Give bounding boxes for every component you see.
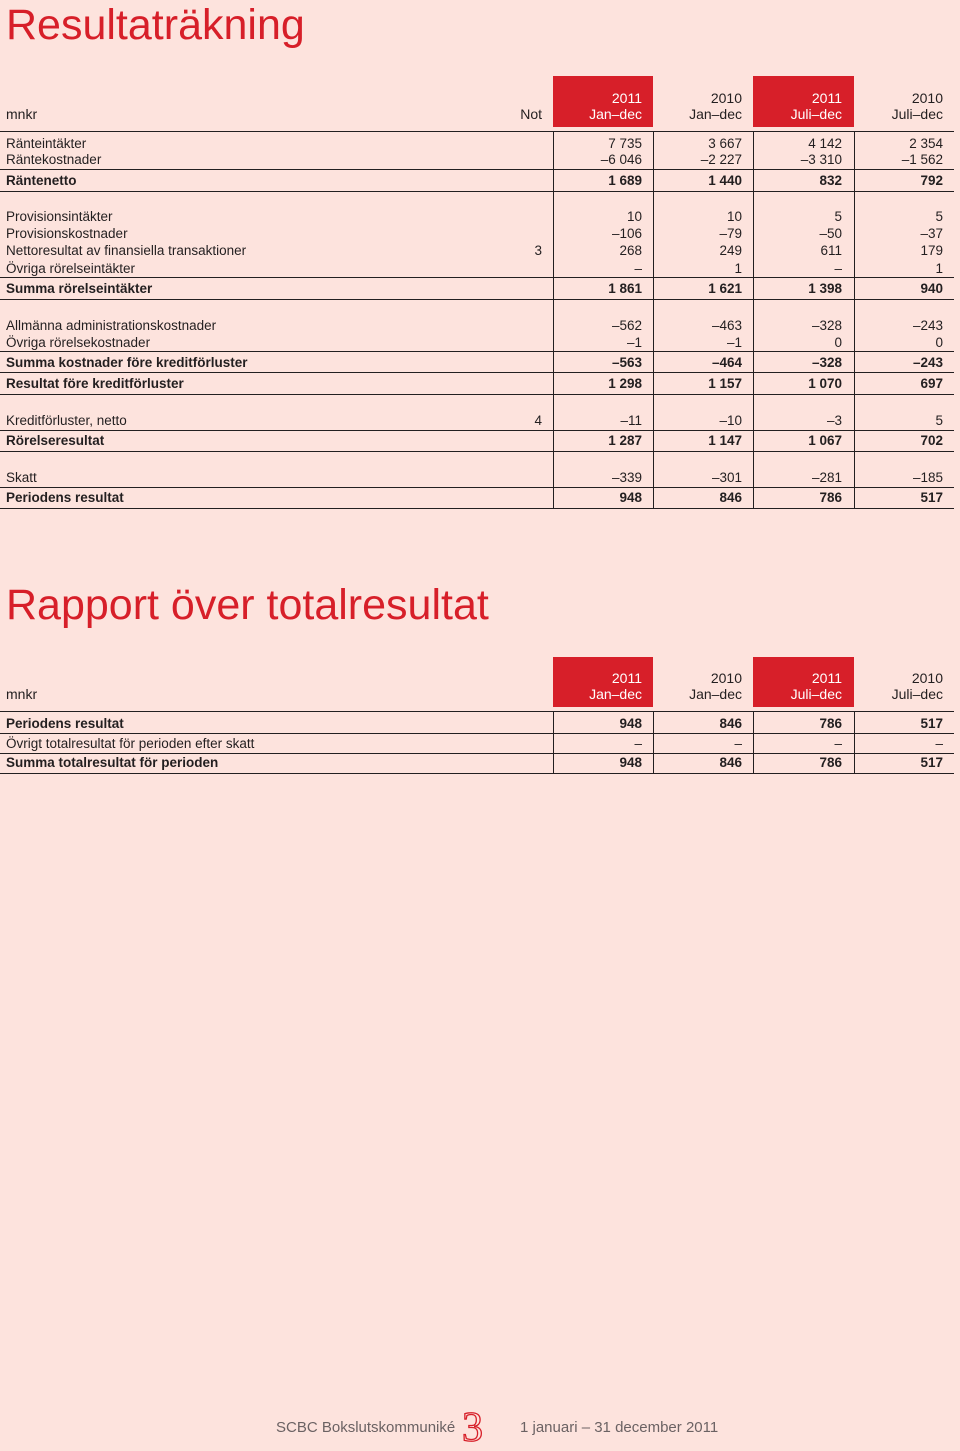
row-divider bbox=[0, 169, 954, 170]
cell-value: 948 bbox=[619, 755, 642, 770]
cell-value: 1 067 bbox=[808, 433, 842, 448]
cell-value: 611 bbox=[820, 243, 842, 258]
row-label: Räntekostnader bbox=[6, 152, 102, 167]
column-header-4-2: 2010 Juli–dec bbox=[891, 670, 943, 702]
table-row bbox=[0, 353, 954, 373]
cell-value: 1 689 bbox=[608, 173, 642, 188]
cell-value: – bbox=[935, 736, 943, 751]
row-label: Periodens resultat bbox=[6, 490, 124, 505]
row-label: Kreditförluster, netto bbox=[6, 413, 127, 428]
cell-value: –339 bbox=[611, 470, 642, 485]
cell-value: 1 621 bbox=[708, 281, 742, 296]
cell-value: 1 287 bbox=[608, 433, 642, 448]
row-label: Övrigt totalresultat för perioden efter skatt bbox=[6, 736, 255, 751]
table-row bbox=[0, 135, 954, 152]
column-divider bbox=[653, 711, 654, 774]
cell-value: 786 bbox=[819, 490, 842, 505]
publication-name: SCBC Bokslutskommuniké bbox=[276, 1419, 456, 1436]
row-divider bbox=[0, 131, 954, 132]
cell-value: 786 bbox=[819, 755, 842, 770]
column-header-2-2: 2010 Jan–dec bbox=[689, 670, 742, 702]
row-divider bbox=[0, 277, 954, 278]
row-divider bbox=[0, 711, 954, 712]
cell-value: –79 bbox=[719, 226, 742, 241]
table-row bbox=[0, 374, 954, 394]
cell-value: 1 147 bbox=[708, 433, 742, 448]
row-note: 3 bbox=[534, 243, 542, 258]
cell-value: 7 735 bbox=[608, 136, 642, 151]
row-label: Nettoresultat av finansiella transaktioner bbox=[6, 243, 247, 258]
cell-value: –328 bbox=[811, 318, 842, 333]
page-number: 3 bbox=[462, 1405, 483, 1451]
cell-value: 786 bbox=[819, 716, 842, 731]
cell-value: 268 bbox=[619, 243, 642, 258]
row-divider bbox=[0, 191, 954, 192]
cell-value: 1 070 bbox=[808, 376, 842, 391]
cell-value: 5 bbox=[935, 413, 943, 428]
table-row bbox=[0, 753, 954, 773]
row-label: Provisionsintäkter bbox=[6, 209, 113, 224]
row-label: Periodens resultat bbox=[6, 716, 124, 731]
cell-value: 832 bbox=[819, 173, 842, 188]
row-divider bbox=[0, 733, 954, 734]
cell-value: 846 bbox=[719, 716, 742, 731]
column-divider bbox=[854, 711, 855, 774]
table-row bbox=[0, 171, 954, 191]
cell-value: 1 bbox=[734, 261, 742, 276]
row-label: Ränteintäkter bbox=[6, 136, 87, 151]
cell-value: 1 bbox=[935, 261, 943, 276]
cell-value: –301 bbox=[711, 470, 742, 485]
cell-value: 948 bbox=[619, 490, 642, 505]
cell-value: –37 bbox=[920, 226, 943, 241]
column-divider bbox=[753, 711, 754, 774]
table-row bbox=[0, 260, 954, 277]
cell-value: 846 bbox=[719, 490, 742, 505]
cell-value: 940 bbox=[920, 281, 943, 296]
row-label: Summa totalresultat för perioden bbox=[6, 755, 219, 770]
page-footer bbox=[0, 1405, 960, 1451]
row-label: Övriga rörelseintäkter bbox=[6, 261, 136, 276]
cell-value: 10 bbox=[626, 209, 642, 224]
cell-value: –1 562 bbox=[901, 152, 943, 167]
column-divider bbox=[653, 131, 654, 509]
row-divider bbox=[0, 394, 954, 395]
table-row bbox=[0, 431, 954, 451]
row-note: 4 bbox=[534, 413, 542, 428]
row-divider bbox=[0, 773, 954, 774]
column-header-1-2: 2011 Jan–dec bbox=[589, 670, 642, 702]
row-label: Övriga rörelsekostnader bbox=[6, 335, 151, 350]
row-divider bbox=[0, 351, 954, 352]
column-header-3-2: 2011 Juli–dec bbox=[790, 670, 842, 702]
cell-value: –6 046 bbox=[600, 152, 642, 167]
cell-value: –464 bbox=[711, 355, 742, 370]
unit-label-2: mnkr bbox=[6, 686, 38, 702]
cell-value: 5 bbox=[935, 209, 943, 224]
cell-value: –106 bbox=[611, 226, 642, 241]
cell-value: 0 bbox=[935, 335, 943, 350]
row-divider bbox=[0, 508, 954, 509]
comprehensive-income-title: Rapport över totalresultat bbox=[6, 581, 489, 629]
row-divider bbox=[0, 451, 954, 452]
cell-value: –11 bbox=[620, 413, 642, 428]
cell-value: –1 bbox=[726, 335, 742, 350]
cell-value: 10 bbox=[726, 209, 742, 224]
unit-label: mnkr bbox=[6, 106, 38, 122]
cell-value: –185 bbox=[912, 470, 943, 485]
row-label: Summa kostnader före kreditförluster bbox=[6, 355, 248, 370]
row-label: Summa rörelseintäkter bbox=[6, 281, 153, 296]
table-row bbox=[0, 242, 954, 259]
table-row bbox=[0, 412, 954, 429]
cell-value: –243 bbox=[912, 355, 943, 370]
table-row bbox=[0, 225, 954, 242]
cell-value: 1 861 bbox=[608, 281, 642, 296]
table-row bbox=[0, 208, 954, 225]
row-divider bbox=[0, 487, 954, 488]
report-period: 1 januari – 31 december 2011 bbox=[520, 1419, 719, 1436]
column-header-3: 2011 Juli–dec bbox=[790, 90, 842, 122]
row-label: Allmänna administrationskostnader bbox=[6, 318, 217, 333]
cell-value: 792 bbox=[920, 173, 943, 188]
table-row bbox=[0, 469, 954, 486]
cell-value: –3 310 bbox=[800, 152, 842, 167]
row-label: Skatt bbox=[6, 470, 37, 485]
column-header-4: 2010 Juli–dec bbox=[891, 90, 943, 122]
cell-value: 249 bbox=[719, 243, 742, 258]
cell-value: 1 157 bbox=[708, 376, 742, 391]
cell-value: –281 bbox=[811, 470, 842, 485]
note-header: Not bbox=[520, 106, 542, 122]
row-label: Resultat före kreditförluster bbox=[6, 376, 184, 391]
cell-value: – bbox=[634, 736, 642, 751]
column-header-2: 2010 Jan–dec bbox=[689, 90, 742, 122]
row-label: Räntenetto bbox=[6, 173, 77, 188]
table-row bbox=[0, 488, 954, 508]
row-divider bbox=[0, 430, 954, 431]
table-row bbox=[0, 317, 954, 334]
cell-value: 1 298 bbox=[608, 376, 642, 391]
cell-value: –563 bbox=[611, 355, 642, 370]
column-divider bbox=[854, 131, 855, 509]
cell-value: – bbox=[834, 736, 842, 751]
table-row bbox=[0, 714, 954, 734]
cell-value: –3 bbox=[826, 413, 842, 428]
column-divider bbox=[753, 131, 754, 509]
cell-value: –10 bbox=[719, 413, 742, 428]
table-row bbox=[0, 334, 954, 351]
cell-value: 4 142 bbox=[808, 136, 842, 151]
cell-value: 1 440 bbox=[708, 173, 742, 188]
cell-value: –328 bbox=[811, 355, 842, 370]
table-row bbox=[0, 279, 954, 299]
cell-value: 5 bbox=[834, 209, 842, 224]
income-statement-title: Resultaträkning bbox=[6, 1, 305, 49]
row-divider bbox=[0, 372, 954, 373]
cell-value: –50 bbox=[819, 226, 842, 241]
cell-value: –562 bbox=[611, 318, 642, 333]
cell-value: –463 bbox=[711, 318, 742, 333]
row-divider bbox=[0, 753, 954, 754]
cell-value: 517 bbox=[920, 755, 943, 770]
column-header-1: 2011 Jan–dec bbox=[589, 90, 642, 122]
cell-value: 517 bbox=[920, 490, 943, 505]
cell-value: – bbox=[834, 261, 842, 276]
cell-value: –1 bbox=[626, 335, 642, 350]
cell-value: 697 bbox=[920, 376, 943, 391]
cell-value: – bbox=[634, 261, 642, 276]
table-row bbox=[0, 734, 954, 754]
column-divider bbox=[553, 711, 554, 774]
cell-value: 0 bbox=[834, 335, 842, 350]
column-divider bbox=[553, 131, 554, 509]
cell-value: –243 bbox=[912, 318, 943, 333]
cell-value: 179 bbox=[920, 243, 943, 258]
row-label: Provisionskostnader bbox=[6, 226, 128, 241]
table-row bbox=[0, 151, 954, 168]
cell-value: – bbox=[734, 736, 742, 751]
cell-value: 1 398 bbox=[808, 281, 842, 296]
cell-value: 846 bbox=[719, 755, 742, 770]
cell-value: 702 bbox=[920, 433, 943, 448]
cell-value: –2 227 bbox=[700, 152, 742, 167]
cell-value: 517 bbox=[920, 716, 943, 731]
cell-value: 2 354 bbox=[909, 136, 943, 151]
row-divider bbox=[0, 299, 954, 300]
cell-value: 3 667 bbox=[708, 136, 742, 151]
row-label: Rörelseresultat bbox=[6, 433, 105, 448]
cell-value: 948 bbox=[619, 716, 642, 731]
